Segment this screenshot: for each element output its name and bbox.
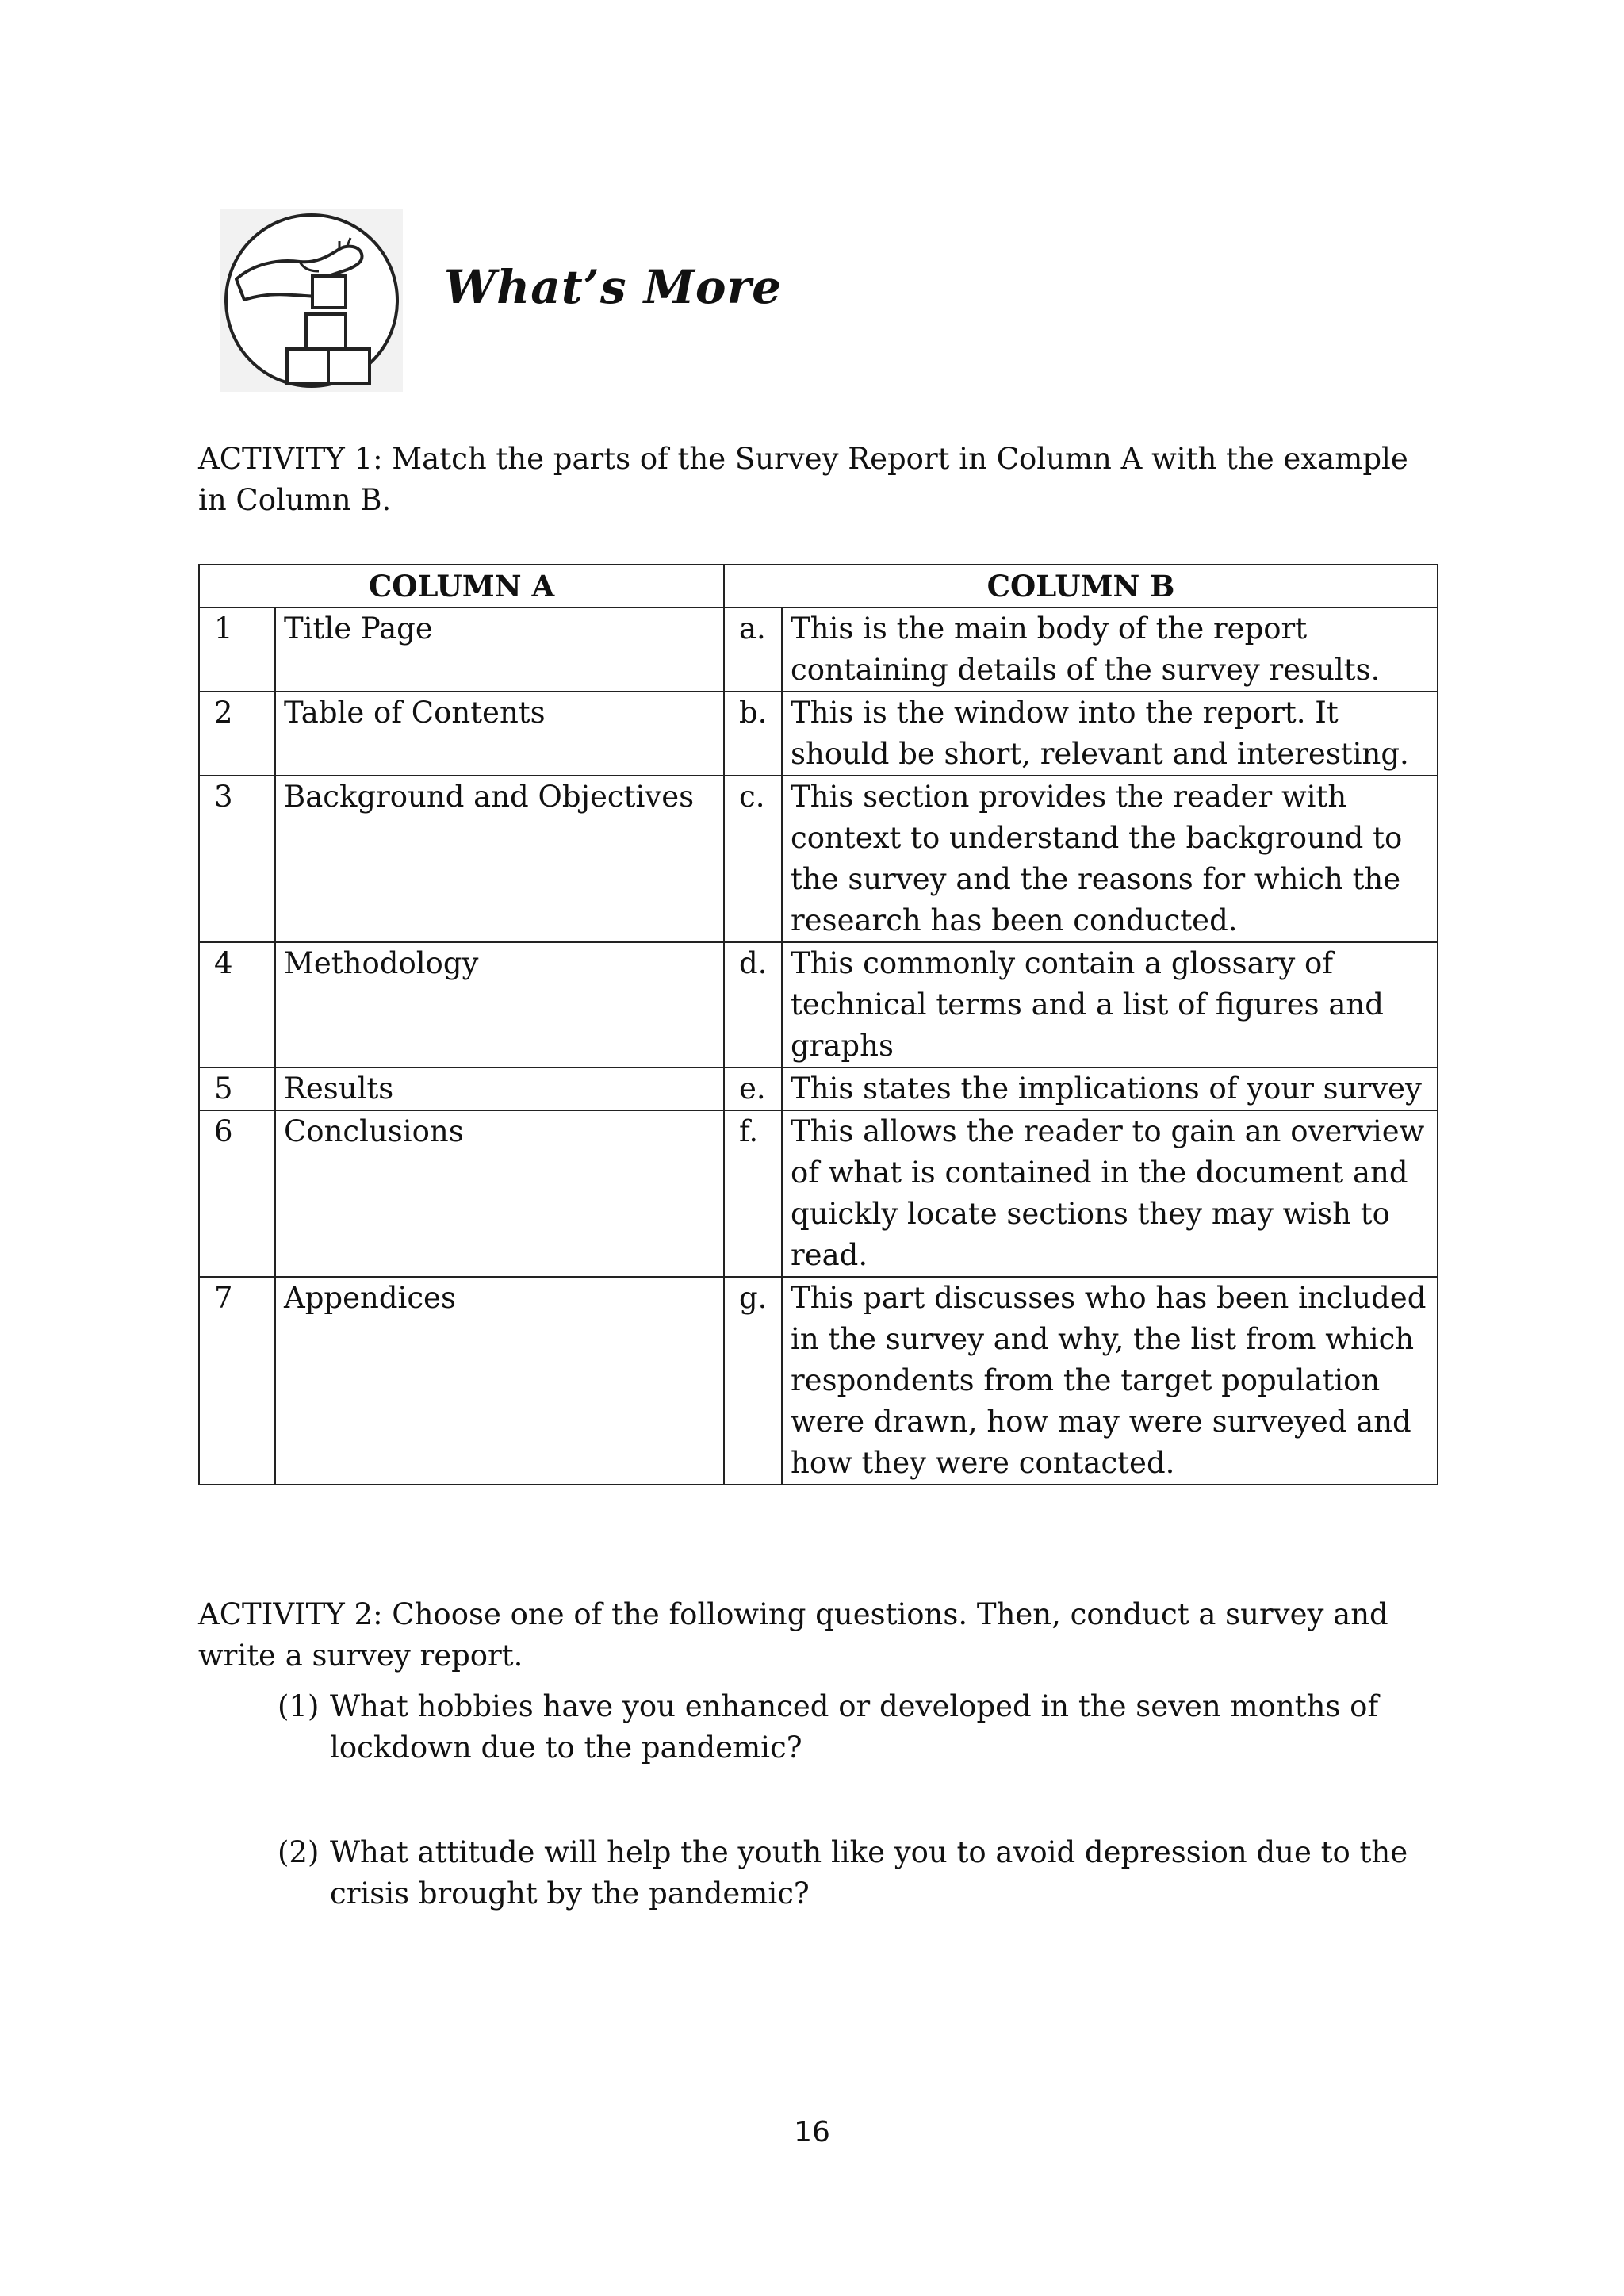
row-number: 4 [199, 942, 275, 1068]
column-a-part: Conclusions [275, 1110, 724, 1277]
column-b-example: This part discusses who has been included in the survey and why, the list from which respondents from the target population were drawn, how may were surveyed and how they were contacted. [782, 1277, 1438, 1485]
row-letter: d. [724, 942, 782, 1068]
question-number: (1) [278, 1689, 320, 1723]
row-letter: e. [724, 1068, 782, 1110]
column-a-part: Table of Contents [275, 692, 724, 776]
table-row [199, 692, 1438, 776]
table-row [199, 1068, 1438, 1110]
activity-2-instruction: ACTIVITY 2: Choose one of the following questions. Then, conduct a survey and write a survey report. [198, 1597, 1388, 1673]
page-number: 16 [794, 2116, 830, 2148]
row-letter: b. [724, 692, 782, 776]
column-a-header: COLUMN A [199, 565, 724, 608]
column-b-example: This is the window into the report. It should be short, relevant and interesting. [782, 692, 1438, 776]
table-row [199, 608, 1438, 692]
table-row [199, 1110, 1438, 1277]
row-number: 2 [199, 692, 275, 776]
column-b-example: This commonly contain a glossary of technical terms and a list of figures and graphs [782, 942, 1438, 1068]
column-a-part: Appendices [275, 1277, 724, 1485]
table-row [199, 1277, 1438, 1485]
column-b-example: This states the implications of your survey [782, 1068, 1438, 1110]
row-number: 1 [199, 608, 275, 692]
table-row [199, 776, 1438, 942]
column-b-example: This allows the reader to gain an overview of what is contained in the document and quickly locate sections they may wish to read. [782, 1110, 1438, 1277]
row-number: 7 [199, 1277, 275, 1485]
column-a-part: Results [275, 1068, 724, 1110]
row-letter: c. [724, 776, 782, 942]
table-header-row [199, 565, 1438, 608]
matching-table [198, 564, 1438, 1485]
question-list [278, 1686, 1427, 1978]
column-b-header: COLUMN B [724, 565, 1438, 608]
row-number: 5 [199, 1068, 275, 1110]
column-a-part: Background and Objectives [275, 776, 724, 942]
column-b-example: This section provides the reader with context to understand the background to the survey and the reasons for which the research has been conducted. [782, 776, 1438, 942]
column-a-part: Methodology [275, 942, 724, 1068]
hand-stacking-blocks-icon [220, 209, 403, 392]
question-text: What attitude will help the youth like you to avoid depression due to the crisis brought by the pandemic? [330, 1835, 1408, 1911]
list-item [278, 1686, 1427, 1769]
row-number: 6 [199, 1110, 275, 1277]
row-number: 3 [199, 776, 275, 942]
activity-1-instruction: ACTIVITY 1: Match the parts of the Survey Report in Column A with the example in Column B. [198, 442, 1408, 517]
question-text: What hobbies have you enhanced or developed in the seven months of lockdown due to the pandemic? [330, 1689, 1379, 1765]
column-a-part: Title Page [275, 608, 724, 692]
list-item [278, 1832, 1427, 1915]
question-number: (2) [278, 1835, 320, 1869]
section-title: What’s More [444, 260, 783, 314]
table-row [199, 942, 1438, 1068]
row-letter: f. [724, 1110, 782, 1277]
row-letter: g. [724, 1277, 782, 1485]
column-b-example: This is the main body of the report containing details of the survey results. [782, 608, 1438, 692]
row-letter: a. [724, 608, 782, 692]
